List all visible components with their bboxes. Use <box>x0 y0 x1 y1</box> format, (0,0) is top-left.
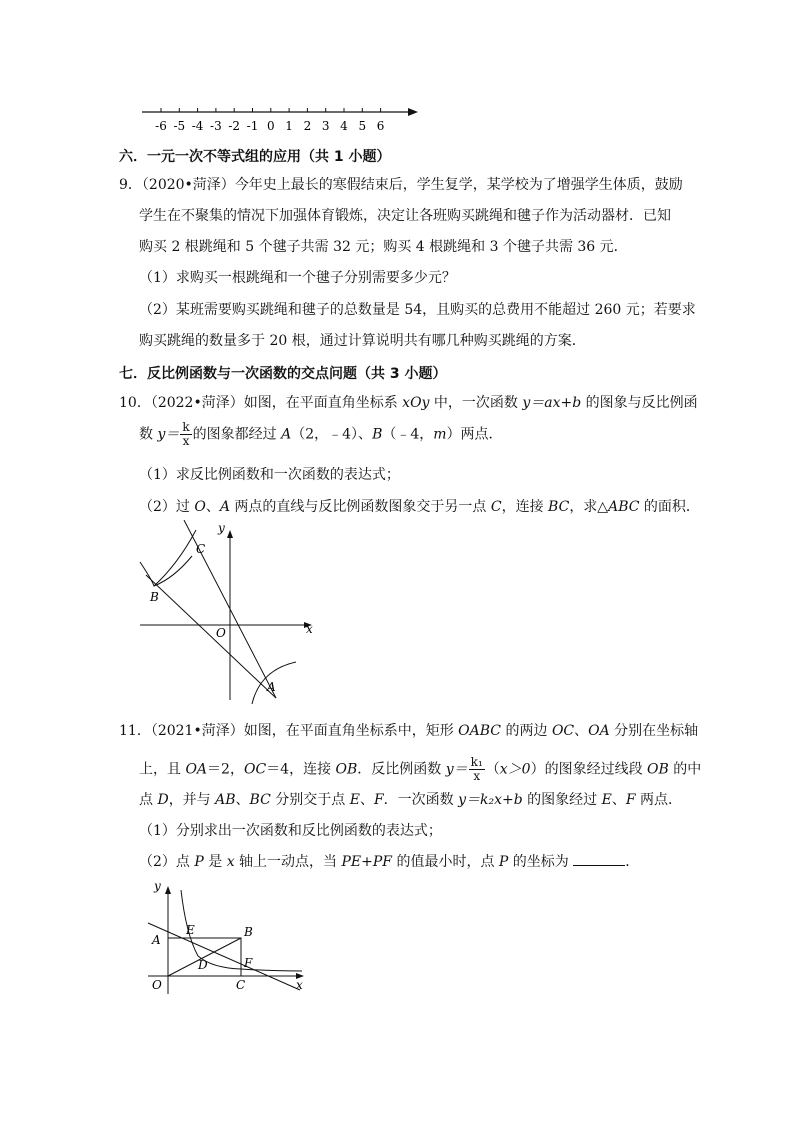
q11-line-2 <box>139 756 701 783</box>
q11-var: x <box>226 854 235 870</box>
section-7-heading: 七．反比例函数与一次函数的交点问题（共 3 小题） <box>119 366 447 382</box>
q10-frac-num: k <box>182 420 190 434</box>
q11-segment: OC <box>551 723 575 739</box>
q11-point: F <box>625 792 636 808</box>
number-line-tick-label: 0 <box>266 119 275 133</box>
q11-text: 点 <box>139 792 158 808</box>
q11-text: 的中 <box>668 761 702 778</box>
q9-line-2: 学生在不聚集的情况下加强体育锻炼，决定让各班购买跳绳和毽子作为活动器材．已知 <box>139 208 671 224</box>
q11-text: 分别在坐标轴 <box>609 723 699 739</box>
q11-y-eq: y＝ <box>445 761 468 778</box>
q10-hyperbola-left <box>140 556 192 586</box>
q11-frac-num: k₁ <box>470 755 483 769</box>
q11-segment: OA <box>588 723 610 739</box>
q10-var-xoy: xOy <box>402 395 430 411</box>
q10-y-arrow <box>227 530 233 538</box>
number-line-tick-label: -5 <box>173 119 186 133</box>
number-line-tick-label: 4 <box>340 119 348 133</box>
q11-text: 两点． <box>635 792 683 808</box>
q10-text: ）两点． <box>446 426 503 443</box>
q10-label-x: x <box>306 622 313 636</box>
q11-line-1 <box>119 722 698 740</box>
number-line-tick-label: -1 <box>246 119 259 133</box>
q11-text: （2）点 <box>139 854 195 870</box>
number-line-tick-label: -2 <box>228 119 241 133</box>
q11-part-2 <box>139 853 639 871</box>
q11-text: ．一次函数 <box>383 792 459 808</box>
section-6-heading: 六．一元一次不等式组的应用（共 1 小题） <box>119 149 391 165</box>
q10-label-b: B <box>150 590 159 604</box>
q10-var: m <box>433 426 447 443</box>
number-line-figure <box>138 100 428 136</box>
q10-text: 数 <box>139 426 158 443</box>
q10-text: （2）过 <box>139 499 195 515</box>
q10-fraction <box>180 421 191 448</box>
q10-point: O <box>194 499 206 515</box>
q11-line-ef <box>148 923 300 990</box>
q11-linear-eq: y＝k₂x+b <box>458 792 523 808</box>
q10-text: ，连接 <box>501 499 549 515</box>
q9-part-1: （1）求购买一根跳绳和一个毽子分别需要多少元？ <box>139 270 456 286</box>
q11-label-x: x <box>296 978 303 992</box>
q11-segment: AB <box>215 792 236 808</box>
q9-text-1: 今年史上最长的寒假结束后，学生复学，某学校为了增强学生体质，鼓励 <box>234 177 683 193</box>
q11-segment: OC <box>243 761 267 778</box>
q11-label-o: O <box>152 978 162 992</box>
q11-answer-blank[interactable] <box>573 853 625 866</box>
q11-point: D <box>157 792 169 808</box>
q10-text: 中，一次函数 <box>429 395 523 411</box>
q11-number: 11． <box>119 723 151 739</box>
q9-number: 9． <box>119 177 142 193</box>
number-line-tick-label: -3 <box>210 119 222 133</box>
q11-text: 、 <box>235 792 250 808</box>
q10-line-ab <box>146 575 276 698</box>
q11-segment: OB <box>647 761 669 778</box>
q11-text: ）的图象经过线段 <box>530 761 648 778</box>
q11-source: （2021•菏泽） <box>150 723 244 739</box>
q11-text: 的图象经过 <box>522 792 602 808</box>
number-line-arrow <box>408 108 418 116</box>
q11-rect: OABC <box>458 723 502 739</box>
q10-text: 的图象与反比例函 <box>581 395 698 411</box>
number-line-tick-label: -6 <box>155 119 167 133</box>
q11-frac-den: x <box>473 769 481 783</box>
q10-label-c: C <box>196 542 206 556</box>
number-line-tick-label: 3 <box>321 119 330 133</box>
q9-part-2-line-1: （2）某班需要购买跳绳和毽子的总数量是 54，且购买的总费用不能超过 260 元；若要求 <box>139 302 696 318</box>
q10-text: 的图象都经过 <box>192 426 282 443</box>
q11-line-3 <box>139 791 682 809</box>
q11-condition: x＞0 <box>499 761 531 778</box>
q11-text: 、 <box>359 792 374 808</box>
number-line-tick-label: 6 <box>376 119 385 133</box>
q10-y-eq: y＝ <box>157 426 180 443</box>
q11-text: ＝4，连接 <box>266 761 336 778</box>
number-line-tick-label: 2 <box>303 119 312 133</box>
q11-point: E <box>601 792 612 808</box>
q11-label-y: y <box>154 879 161 893</box>
q10-label-y: y <box>218 521 225 535</box>
q9-part-2-line-2: 购买跳绳的数量多于 20 根，通过计算说明共有哪几种购买跳绳的方案． <box>139 333 586 349</box>
q11-sum: PE+PF <box>341 854 393 870</box>
q9-line-1 <box>119 176 683 194</box>
q11-text: ＝2， <box>207 761 244 778</box>
q10-figure <box>130 520 330 705</box>
q11-text: 的值最小时，点 <box>392 854 499 870</box>
q11-text: ． <box>625 854 640 870</box>
q11-part-1: （1）分别求出一次函数和反比例函数的表达式； <box>139 823 442 839</box>
q11-label-d: D <box>198 958 208 972</box>
q10-linear-eq: y＝ax+b <box>522 395 582 411</box>
q10-label-o: O <box>216 626 226 640</box>
q11-text: 、 <box>574 723 589 739</box>
q11-y-arrow <box>165 886 171 894</box>
q11-label-e: E <box>186 923 195 937</box>
q10-frac-den: x <box>182 434 190 448</box>
q11-text: 上，且 <box>139 761 186 778</box>
q11-text: 、 <box>611 792 626 808</box>
q11-text: 如图，在平面直角坐标系中，矩形 <box>243 723 459 739</box>
q11-segment: OA <box>185 761 208 778</box>
q10-line-1 <box>119 394 698 412</box>
q11-label-b: B <box>244 925 253 939</box>
number-line-tick-label: 5 <box>358 119 367 133</box>
q11-text: 是 <box>203 854 227 870</box>
number-line-tick-label: 1 <box>285 119 293 133</box>
q10-point: A <box>219 499 230 515</box>
q10-triangle: ABC <box>608 499 640 515</box>
q9-source: （2020•菏泽） <box>141 177 235 193</box>
q11-point: P <box>498 854 509 870</box>
q10-label-a: A <box>267 680 276 694</box>
q11-point: F <box>373 792 384 808</box>
q9-line-3: 购买 2 根跳绳和 5 个毽子共需 32 元；购买 4 根跳绳和 3 个毽子共需 36 元． <box>139 239 628 255</box>
q11-fraction <box>469 756 485 783</box>
q11-segment: BC <box>249 792 271 808</box>
number-line-tick-label: -4 <box>191 119 204 133</box>
q10-segment: BC <box>548 499 570 515</box>
q11-text: 的两边 <box>501 723 552 739</box>
q11-segment: OB <box>335 761 358 778</box>
q11-text: 的坐标为 <box>508 854 574 870</box>
q10-point: A <box>281 426 292 443</box>
q10-source: （2022•菏泽） <box>150 395 244 411</box>
q11-text: ．反比例函数 <box>357 761 446 778</box>
q11-text: 分别交于点 <box>270 792 350 808</box>
q10-text: 、 <box>205 499 220 515</box>
q10-text: 两点的直线与反比例函数图象交于另一点 <box>229 499 491 515</box>
q10-point: B <box>372 426 383 443</box>
q11-text: ，并与 <box>168 792 216 808</box>
q10-text: （2，﹣4）、 <box>291 426 373 443</box>
q10-line-2 <box>139 421 503 448</box>
q10-text: ，求△ <box>569 499 609 515</box>
q10-part-2 <box>139 498 700 516</box>
q11-figure <box>140 876 320 1001</box>
q11-label-c: C <box>236 978 246 992</box>
q10-text: 如图，在平面直角坐标系 <box>243 395 403 411</box>
q11-label-f: F <box>244 956 253 970</box>
q10-text: 的面积． <box>639 499 700 515</box>
q11-text: 轴上一动点，当 <box>234 854 342 870</box>
q11-text: （ <box>485 761 500 778</box>
q10-point: C <box>490 499 502 515</box>
q10-text: （﹣4， <box>382 426 434 443</box>
q10-number: 10． <box>119 395 151 411</box>
q10-part-1: （1）求反比例函数和一次函数的表达式； <box>139 467 400 483</box>
q11-point: P <box>194 854 204 870</box>
q11-point: E <box>349 792 360 808</box>
q11-label-a: A <box>152 933 161 947</box>
